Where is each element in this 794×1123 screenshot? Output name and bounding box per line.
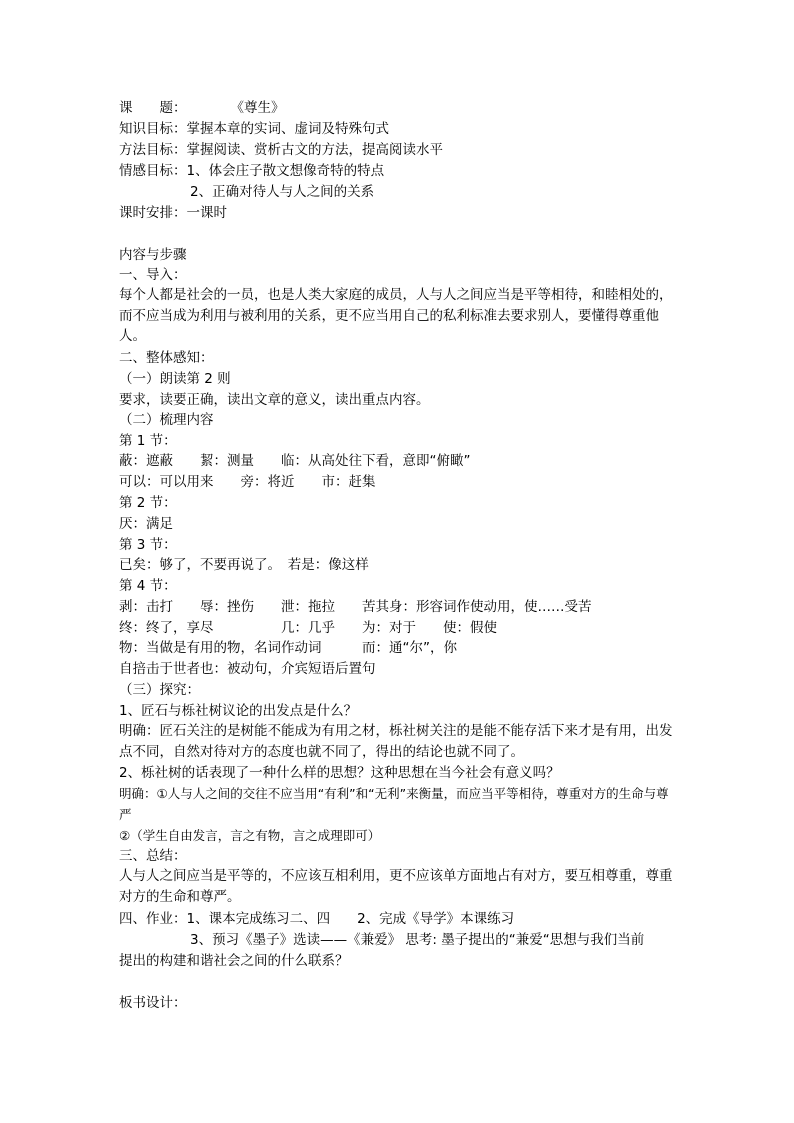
knowledge-goal: 知识目标：掌握本章的实词、虚词及特殊句式 — [119, 121, 389, 137]
paragraph-1-label: 第 1 节： — [119, 433, 177, 449]
board-design-heading: 板书设计： — [119, 995, 187, 1011]
section-1-title: 一、导入： — [119, 267, 187, 283]
topic-value: 《尊生》 — [230, 100, 285, 116]
paragraph-4-line-3: 物：当做是有用的物，名词作动词 而：通“尔”，你 — [119, 640, 457, 656]
emotion-goal-1: 情感目标：1、体会庄子散文想像奇特的特点 — [119, 163, 385, 179]
homework-line-2: 3、预习《墨子》选读——《兼爱》 思考: 墨子提出的“兼爱“思想与我们当前 — [190, 932, 645, 948]
answer-1: 明确：匠石关注的是树能不能成为有用之材，栎社树关注的是能不能存活下来才是有用，出发点不同，自然对待对方的态度也就不同了，得出的结论也就不同了。 — [119, 723, 673, 760]
answer-2-part-2: ②（学生自由发言，言之有物，言之成理即可） — [119, 828, 381, 843]
paragraph-3-line-1: 已矣：够了，不要再说了。 若是：像这样 — [119, 557, 369, 573]
method-goal: 方法目标：掌握阅读、赏析古文的方法，提高阅读水平 — [119, 142, 443, 158]
paragraph-4-line-2: 终：终了，享尽 几：几乎 为：对于 使：假使 — [119, 620, 497, 636]
answer-2: 明确：①人与人之间的交往不应当用“有利”和“无利”来衡量，而应当平等相待，尊重对方的生命与尊严 — [119, 786, 669, 822]
paragraph-4-line-4: 自掊击于世者也：被动句，介宾短语后置句 — [119, 661, 376, 677]
section-3-text: 人与人之间应当是平等的，不应该互相利用，更不应该单方面地占有对方，要互相尊重，尊重对方的生命和尊严。 — [119, 868, 673, 905]
schedule: 课时安排：一课时 — [119, 205, 227, 221]
question-2: 2、栎社树的话表现了一种什么样的思想？这种思想在当今社会有意义吗？ — [119, 765, 560, 781]
section-2-sub-3: （三）探究： — [119, 682, 200, 698]
paragraph-2-line-1: 厌：满足 — [119, 516, 173, 532]
section-2-title: 二、整体感知： — [119, 350, 214, 366]
homework-line-3: 提出的构建和谐社会之间的什么联系？ — [119, 953, 349, 969]
paragraph-2-label: 第 2 节： — [119, 495, 177, 511]
section-2-sub-2: （二）梳理内容 — [119, 412, 214, 428]
section-2-requirement: 要求，读要正确，读出文章的意义，读出重点内容。 — [119, 392, 430, 408]
section-2-sub-1: （一）朗读第 2 则 — [119, 371, 231, 387]
paragraph-4-line-1: 剥：击打 辱：挫伤 泄：拖拉 苦其身：形容词作使动用，使……受苦 — [119, 599, 592, 615]
homework-line-1: 四、作业：1、课本完成练习二、四 2、完成《导学》本课练习 — [119, 911, 515, 927]
section-1-text: 每个人都是社会的一员，也是人类大家庭的成员，人与人之间应当是平等相待，和睦相处的，而不应当成为利用与被利用的关系，更不应当用自己的私利标准去要求别人，要懂得尊重他人。 — [119, 287, 673, 344]
paragraph-3-label: 第 3 节： — [119, 537, 177, 553]
paragraph-1-line-1: 蔽：遮蔽 絜：测量 临：从高处往下看，意即“俯瞰” — [119, 453, 471, 469]
paragraph-4-label: 第 4 节： — [119, 578, 177, 594]
section-3-title: 三、总结： — [119, 848, 187, 864]
question-1: 1、匠石与栎社树议论的出发点是什么？ — [119, 703, 358, 719]
topic-line — [119, 98, 285, 118]
emotion-goal-2: 2、正确对待人与人之间的关系 — [190, 184, 375, 200]
topic-label: 课 题： — [119, 100, 187, 116]
content-steps-heading: 内容与步骤 — [119, 247, 187, 263]
paragraph-1-line-2: 可以：可以用来 旁：将近 市：赶集 — [119, 474, 376, 490]
